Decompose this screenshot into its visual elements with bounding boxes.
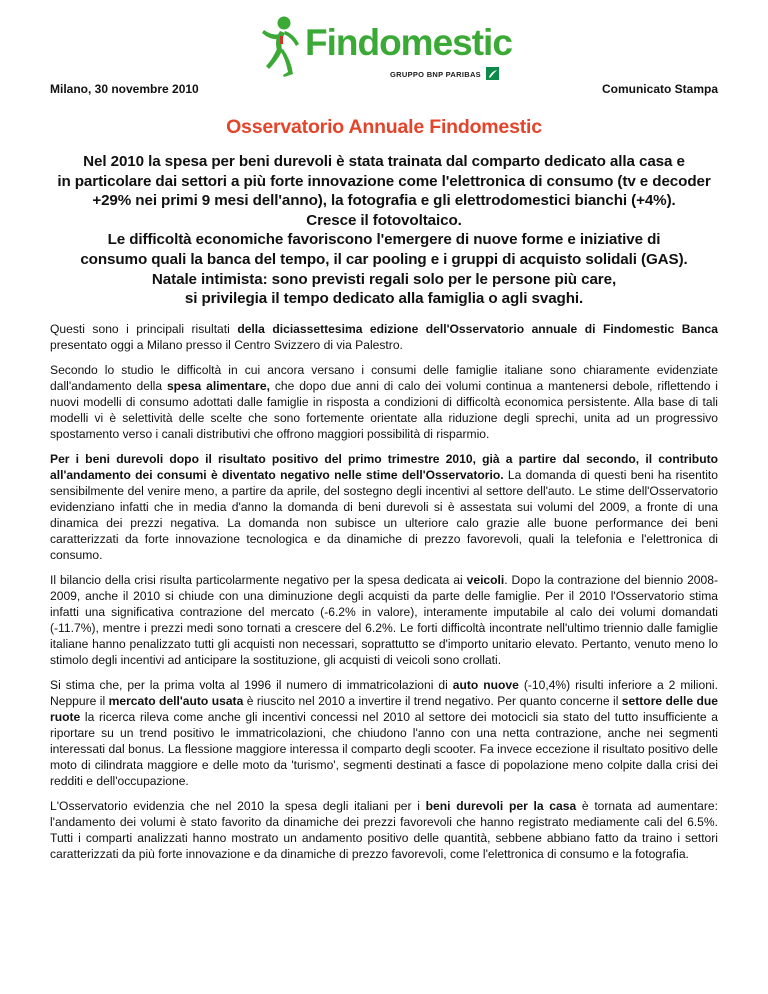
paragraph: [50, 362, 718, 442]
bold-text: veicoli: [466, 573, 505, 587]
headline-line: Cresce il fotovoltaico.: [306, 211, 462, 229]
text-run: la ricerca rileva come anche gli incentivi concessi nel 2010 al settore dei motocicli sia stato del tutto insufficiente a riportare su un trend positivo le immatricolazioni, che chiudono l'anno con una netta contrazione, anche nei segmenti interessati dal bonus. La flessione maggiore interessa il comparto degli scooter. Fa invece eccezione il risultato positivo delle moto di cilindrata maggiore e delle moto da 'turismo', segmenti destinati a fasce di popolazione meno colpite dalla crisi dei redditi e dell'occupazione.: [50, 710, 718, 788]
headline-line: Natale intimista: sono previsti regali solo per le persone più care,: [151, 270, 617, 288]
bold-text: mercato dell'auto usata: [108, 694, 244, 708]
press-release-label: Comunicato Stampa: [601, 82, 718, 96]
headline-line: consumo quali la banca del tempo, il car pooling e i gruppi di acquisto solidali (GAS).: [80, 250, 688, 268]
text-run: Questi sono i principali risultati: [50, 322, 238, 336]
text-run: presentato oggi a Milano presso il Centro Svizzero di via Palestro.: [50, 338, 403, 352]
dateline: Milano, 30 novembre 2010: [50, 82, 199, 96]
headline-line: si privilegia il tempo dedicato alla famiglia o agli svaghi.: [184, 290, 584, 308]
headline-line: in particolare dai settori a più forte innovazione come l'elettronica di consumo (tv e decoder: [57, 172, 711, 190]
running-man-icon: [258, 14, 306, 80]
logo-tagline: GRUPPO BNP PARIBAS: [390, 70, 481, 79]
page-title: Osservatorio Annuale Findomestic: [226, 116, 542, 138]
paragraph: [50, 451, 718, 563]
bold-text: settore delle due ruote: [50, 694, 719, 724]
headline-line: Le difficoltà economiche favoriscono l'emergere di nuove forme e iniziative di: [107, 231, 661, 249]
bold-text: della diciassettesima edizione dell'Osservatorio annuale di Findomestic Banca: [237, 322, 718, 336]
bold-text: spesa alimentare,: [166, 379, 270, 393]
text-run: Il bilancio della crisi risulta particolarmente negativo per la spesa dedicata ai: [50, 573, 467, 587]
headline-line: +29% nei primi 9 mesi dell'anno), la fotografia e gli elettrodomestici bianchi (+4%).: [92, 192, 676, 210]
text-run: La domanda di questi beni ha risentito sensibilmente del venire meno, a partire da aprile, del sostegno degli incentivi al settore dell'auto. Le stime dell'Osservatorio evidenziano infatti che in media d'anno la domanda di beni durevoli si è assestata sui volumi del 2009, a fronte di una dinamica dei prezzi negativa. La domanda non subisce un ulteriore calo grazie alle buone performance dei beni caratterizzati da forte innovazione tecnologica e da dinamiche di prezzo favorevoli, quali la telefonia e l'elettronica di consumo.: [50, 468, 718, 562]
text-run: che dopo due anni di calo dei volumi continua a mantenersi debole, riflettendo i nuovi modelli di consumo adottati dalle famiglie in risposta a condizioni di difficoltà economica persistente. Alla base di tali modelli vi è selettività delle scelte che sono fortemente orientate alla riduzione degli sprechi, unita ad un progressivo spostamento verso i canali distributivi che offrono maggiori possibilità di risparmio.: [50, 379, 718, 441]
text-run: . Dopo la contrazione del biennio 2008-2009, anche il 2010 si chiude con una diminuzione degli acquisti da parte delle famiglie. Per il 2010 l'Osservatorio stima infatti una significativa contrazione del mercato (-6.2% in valore), interamente imputabile al calo dei volumi domandati (-11.7%), mentre i prezzi medi sono tornati a crescere del 6.2%. Le forti difficoltà incontrate nell'ultimo triennio dalle famiglie italiane hanno penalizzato tutti gli acquisti non necessari, soprattutto se d'importo unitario elevato. Pertanto, venuto meno lo stimolo degli incentivi ad anticipare la sostituzione, gli acquisti di veicoli sono crollati.: [50, 573, 718, 667]
logo-wordmark: Findomestic: [305, 22, 512, 63]
text-run: L'Osservatorio evidenzia che nel 2010 la spesa degli italiani per i: [50, 799, 426, 813]
paragraph: [50, 321, 718, 353]
text-run: Si stima che, per la prima volta al 1996 il numero di immatricolazioni di: [50, 678, 453, 692]
paragraph: [50, 798, 718, 862]
text-run: è riuscito nel 2010 a invertire il trend negativo. Per quanto concerne il: [243, 694, 622, 708]
headline-line: Nel 2010 la spesa per beni durevoli è stata trainata dal comparto dedicato alla casa e: [83, 153, 685, 170]
bold-text: auto nuove: [452, 678, 519, 692]
findomestic-logo: [258, 14, 512, 84]
text-run: (-10,4%) risulti inferiore a 2 milioni. Neppure il: [50, 678, 718, 708]
article-body: [50, 321, 718, 871]
paragraph: [50, 677, 718, 789]
bnp-paribas-icon: [486, 67, 499, 80]
text-run: è tornata ad aumentare: l'andamento dei volumi è stato favorito da dinamiche dei prezzi favorevoli che hanno registrato mediamente cali del 6.5%. Tutti i comparti analizzati hanno mostrato un andamento positivo delle quantità, sebbene abbiano fatto da traino i settori caratterizzati da più forte innovazione e da dinamiche di prezzo favorevoli, come l'elettronica di consumo e la fotografia.: [50, 799, 719, 861]
bold-text: beni durevoli per la casa: [425, 799, 577, 813]
headline: [20, 152, 748, 309]
bold-text: Per i beni durevoli dopo il risultato positivo del primo trimestre 2010, già a partire dal secondo, il contributo all'andamento dei consumi è diventato negativo nelle stime dell'Osservatorio.: [50, 452, 718, 482]
text-run: Secondo lo studio le difficoltà in cui ancora versano i consumi delle famiglie italiane sono chiaramente evidenziate dall'andamento della: [50, 363, 718, 393]
paragraph: [50, 572, 718, 668]
